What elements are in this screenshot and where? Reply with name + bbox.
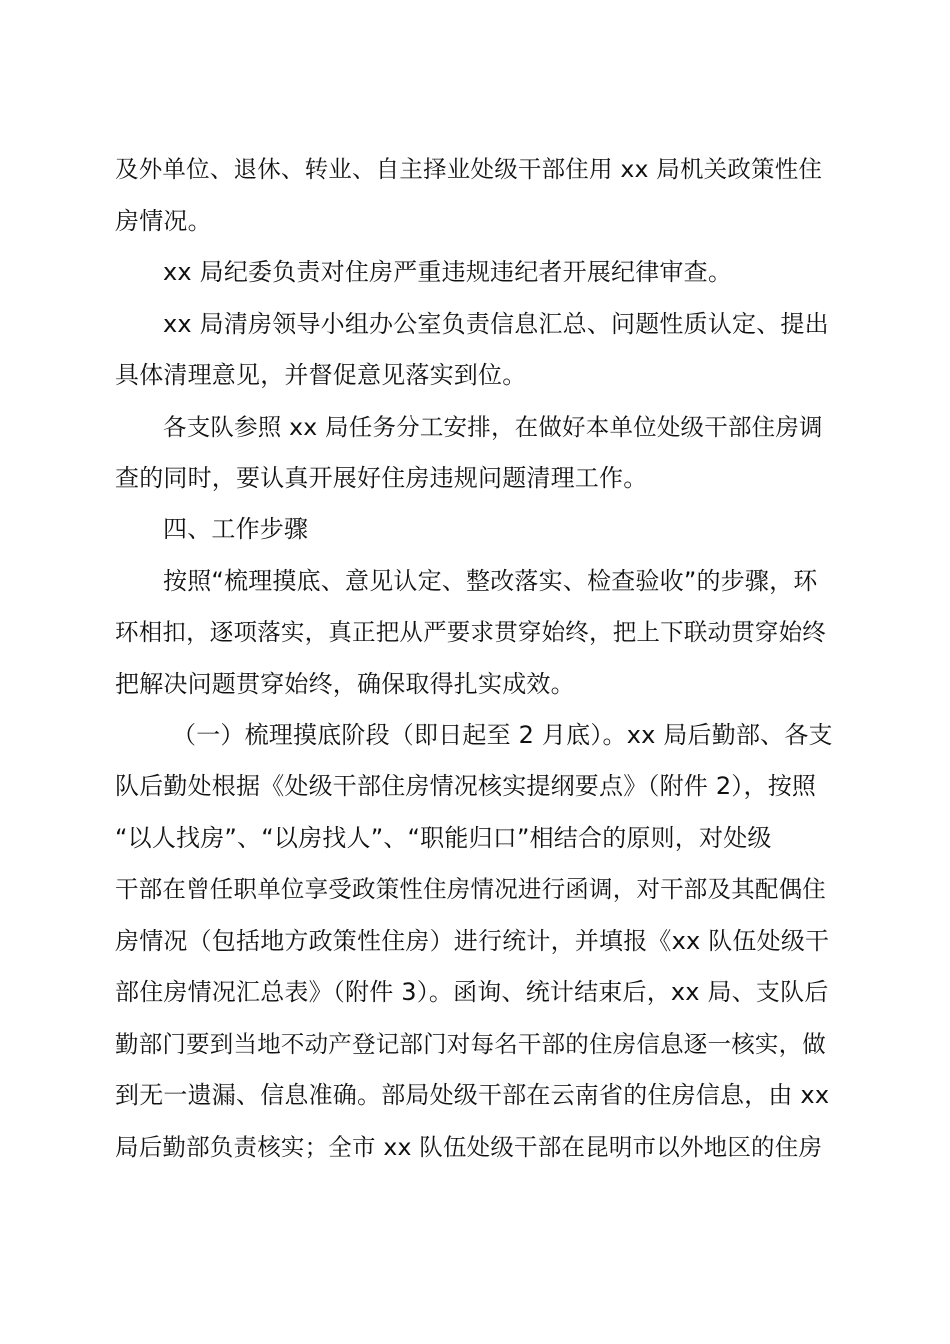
text-line: 到无一遗漏、信息准确。部局处级干部在云南省的住房信息，由 xx: [115, 1081, 830, 1109]
text-line: 局后勤部负责核实；全市 xx 队伍处级干部在昆明市以外地区的住房: [115, 1133, 823, 1161]
subsection-heading-line: （一）梳理摸底阶段（即日起至 2 月底）。xx 局后勤部、各支: [172, 721, 833, 749]
text-line: xx 局清房领导小组办公室负责信息汇总、问题性质认定、提出: [163, 310, 829, 338]
text-line: 房情况。: [115, 207, 212, 235]
text-line: 房情况（包括地方政策性住房）进行统计，并填报《xx 队伍处级干: [115, 927, 830, 955]
text-line: 队后勤处根据《处级干部住房情况核实提纲要点》（附件 2），按照: [115, 772, 817, 800]
text-line: 具体清理意见，并督促意见落实到位。: [115, 361, 527, 389]
text-line: 把解决问题贯穿始终，确保取得扎实成效。: [115, 670, 575, 698]
text-line: 部住房情况汇总表》（附件 3）。函询、统计结束后，xx 局、支队后: [115, 978, 829, 1006]
text-line: 各支队参照 xx 局任务分工安排，在做好本单位处级干部住房调: [163, 413, 823, 441]
text-line: 环相扣，逐项落实，真正把从严要求贯穿始终，把上下联动贯穿始终: [115, 618, 826, 646]
text-line: 勤部门要到当地不动产登记部门对每名干部的住房信息逐一核实，做: [115, 1030, 826, 1058]
text-line: 查的同时，要认真开展好住房违规问题清理工作。: [115, 464, 648, 492]
text-line: xx 局纪委负责对住房严重违规违纪者开展纪律审查。: [163, 258, 733, 286]
section-heading: 四、工作步骤: [163, 515, 309, 543]
text-line: 干部在曾任职单位享受政策性住房情况进行函调，对干部及其配偶住: [115, 875, 826, 903]
text-line: “以人找房”、“以房找人”、“职能归口”相结合的原则，对处级: [115, 824, 772, 852]
text-line: 按照“梳理摸底、意见认定、整改落实、检查验收”的步骤，环: [163, 567, 818, 595]
text-line: 及外单位、退休、转业、自主择业处级干部住用 xx 局机关政策性住: [115, 155, 823, 183]
